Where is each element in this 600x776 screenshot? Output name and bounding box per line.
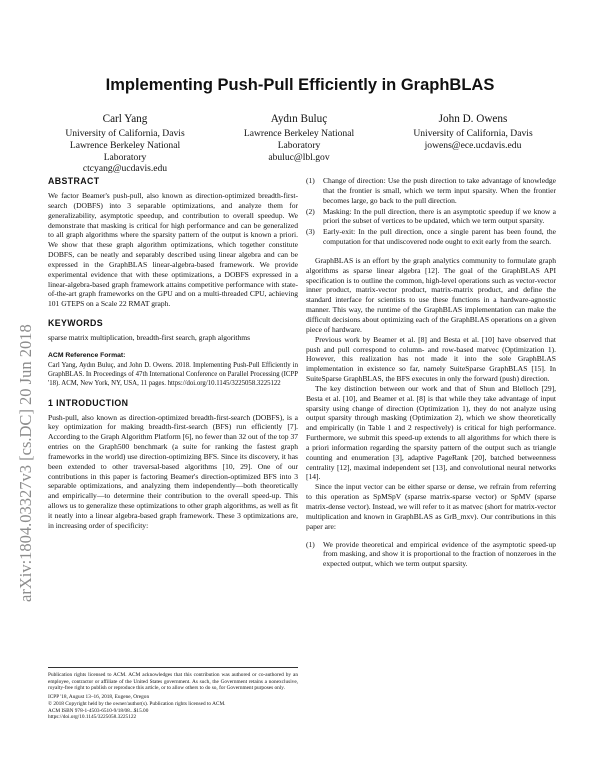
list-item-number: (1) — [306, 176, 315, 185]
list-item — [306, 207, 556, 227]
footnote-rights: Publication rights licensed to ACM. ACM acknowledges that this contribution was authored or co-authored by an employee, contractor or affiliate of the United States government. As such, the Government retains a nonexclusive, royalty-free right to publish or reproduce this article, or to allow others to do so, for Government purposes only. — [48, 672, 298, 692]
author-name: John D. Owens — [438, 113, 508, 125]
acm-reference-text: Carl Yang, Aydın Buluç, and John D. Owens. 2018. Implementing Push-Pull Efficiently in GraphBLAS. In Proceedings of 47th International Conference on Parallel Processing (ICPP '18). ACM, New York, NY, USA, 11 pages. https://doi.org/10.1145/3225058.3225122 — [48, 361, 298, 387]
optimization-list — [306, 176, 556, 247]
arxiv-identifier-stamp — [12, 32, 38, 602]
paper-title: Implementing Push-Pull Efficiently in GraphBLAS — [105, 76, 495, 94]
author-affiliation: Laboratory — [277, 139, 321, 151]
keywords-text: sparse matrix multiplication, breadth-first search, graph algorithms — [48, 333, 251, 343]
body-paragraph: GraphBLAS is an effort by the graph analytics community to formulate graph algorithms as sparse linear algebra [12]. The goal of the GraphBLAS API specification is to outline the common, high-level operations such as vector-vector inner product, matrix-vector product, matrix-matrix product, and define the standard interface for scientists to use these functions in a hardware-agnostic manner. This way, the runtime of the GraphBLAS implementation can make the difficult decisions about optimizing each of the GraphBLAS operations on a given piece of hardware. — [306, 255, 556, 334]
arxiv-identifier-text: arXiv:1804.03327v3 [cs.DC] 20 Jun 2018 — [16, 324, 35, 602]
abstract-text: We factor Beamer's push-pull, also known as direction-optimized breadth-first-search (DOBFS) into 3 separable optimizations, and analyze them for generalizability, asymptotic speedup, and contribution to overall speedup. We demonstrate that masking is critical for high performance and can be generalized to all graph algorithms where the sparsity pattern of the output is known a priori. We show that these graph algorithm optimizations, which together constitute DOBFS, can be neatly and separably described using linear algebra and can be expressed in the GraphBLAS linear-algebra-based framework. We provide experimental evidence that with these optimizations, a DOBFS expressed in a linear-algebra-based graph framework attains competitive performance with state-of-the-art graph frameworks on the GPU and on a multi-threaded CPU, achieving 101 GTEPS on a Scale 22 RMAT graph. — [48, 191, 298, 309]
footnote-copyright: © 2018 Copyright held by the owner/author(s). Publication rights licensed to ACM. — [48, 700, 226, 707]
list-item-number: (3) — [306, 227, 315, 237]
copyright-footnote — [48, 667, 298, 721]
author-aydin-buluc — [214, 112, 384, 163]
list-item — [306, 540, 556, 570]
author-email: abuluc@lbl.gov — [268, 151, 330, 163]
body-paragraph: Since the input vector can be either sparse or dense, we refrain from referring to this operation as SpMSpV (sparse matrix-sparse vector) or SpMV (sparse matrix-dense vector). Instead, we will refer to it as matvec (short for matrix-vector multiplication and known in GraphBLAS as GrB_mxv). Our contributions in this paper are: — [306, 482, 556, 531]
introduction-heading: 1 INTRODUCTION — [48, 397, 129, 408]
author-john-owens — [388, 112, 558, 152]
list-item-text: Change of direction: Use the push direction to take advantage of knowledge that the frontier is small, which we term input sparsity. When the frontier becomes large, go back to the pull direction. — [323, 176, 556, 205]
right-column — [306, 176, 556, 570]
author-email: jowens@ece.ucdavis.edu — [424, 139, 522, 151]
footnote-venue: ICPP '18, August 13–16, 2018, Eugene, Oregon — [48, 694, 150, 701]
abstract-heading: ABSTRACT — [48, 176, 100, 186]
acm-reference — [48, 351, 298, 389]
left-column — [48, 176, 298, 531]
author-affiliation: Lawrence Berkeley National — [69, 139, 181, 151]
footnote-isbn: ACM ISBN 978-1-4503-6510-9/18/08...$15.00 — [48, 707, 149, 714]
list-item-text: Early-exit: In the pull direction, once a single parent has been found, the computation for that undiscovered node ought to exit early from the search. — [323, 227, 556, 247]
author-affiliation: Lawrence Berkeley National — [243, 128, 355, 139]
keywords-section — [48, 318, 298, 343]
body-paragraph: The key distinction between our work and that of Shun and Blelloch [29], Besta et al. [10], and Beamer et al. [8] is that while they take advantage of input sparsity using change of direction (Optimization 1), they do not analyze using output sparsity through masking (Optimization 2), which we show theoretically and empirically (in Table 1 and 2 respectively) is critical for high performance. Furthermore, we submit this speed-up extends to all algorithms for which there is a priori information regarding the sparsity pattern of the output such as triangle counting and enumeration [3], adaptive PageRank [20], batched betweenness centrality [12], maximal independent set [13], and convolutional neural networks [14]. — [306, 383, 556, 482]
abstract-section — [48, 176, 298, 309]
introduction-text: Push-pull, also known as direction-optimized breadth-first-search (DOBFS), is a key optimization for making breadth-first-search (BFS) run efficiently [7]. According to the Graph Algorithm Platform [6], no fewer than 32 out of the top 37 entries on the Graph500 benchmark (a suite for ranking the fastest graph frameworks in the world) use direction-optimizing BFS. Since its discovery, it has been extended to other traversal-based algorithms [10, 29]. One of our contributions in this paper is factoring Beamer's direction-optimized BFS into 3 separable optimizations, and analyzing them independently—both theoretically and empirically—to determine their contribution to the overall speed-up. This allows us to generalize these optimizations to other graph algorithms, as well as fit it neatly into a linear algebra-based graph framework. These 3 optimizations are, in increasing order of specificity: — [48, 412, 298, 530]
list-item — [306, 227, 556, 247]
author-carl-yang — [40, 112, 210, 175]
introduction-section — [48, 398, 298, 531]
author-name: Aydın Buluç — [270, 113, 328, 125]
footnote-doi: https://doi.org/10.1145/3225058.3225122 — [48, 714, 137, 721]
author-name: Carl Yang — [102, 113, 148, 125]
body-paragraph: Previous work by Beamer et al. [8] and Besta et al. [10] have observed that push and pull correspond to column- and row-based matvec (Optimization 1). However, this realization has not made it into the sole GraphBLAS implementation in existence so far, namely SuiteSparse GraphBLAS [15]. In SuiteSparse GraphBLAS, the BFS executes in only the forward (push) direction. — [306, 334, 556, 384]
list-item — [306, 176, 556, 206]
author-affiliation: Laboratory — [103, 151, 147, 163]
author-affiliation: University of California, Davis — [413, 128, 533, 139]
acm-reference-label: ACM Reference Format: — [48, 351, 126, 359]
list-item-number: (1) — [306, 539, 315, 549]
keywords-heading: KEYWORDS — [48, 318, 104, 329]
list-item-number: (2) — [306, 206, 315, 216]
list-item-text: We provide theoretical and empirical evidence of the asymptotic speed-up from masking, and show it is proportional to the fraction of nonzeroes in the expected output, which we term output sparsity. — [323, 539, 556, 569]
contributions-list — [306, 540, 556, 570]
author-email: ctcyang@ucdavis.edu — [82, 163, 168, 175]
list-item-text: Masking: In the pull direction, there is an asymptotic speedup if we know a priori the subset of vertices to be updated, which we term output sparsity. — [323, 206, 556, 226]
author-affiliation: University of California, Davis — [65, 128, 185, 139]
